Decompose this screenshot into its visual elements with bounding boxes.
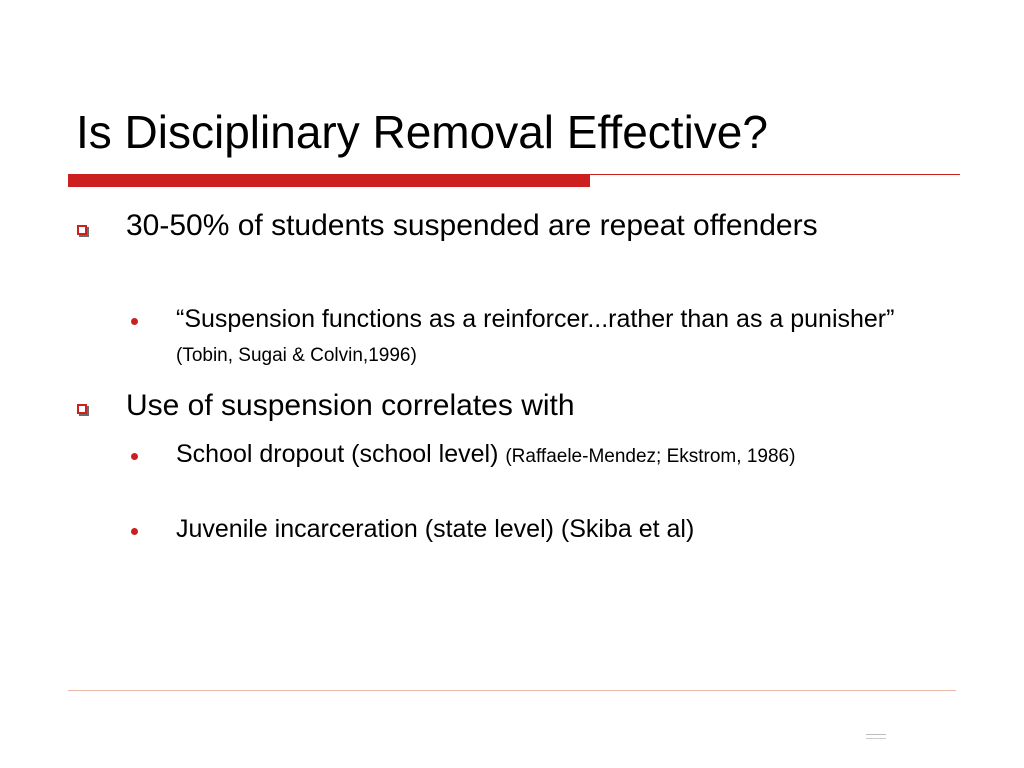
sub-bullet-item: [176, 437, 956, 474]
sub-bullet-item: [176, 512, 956, 549]
bullet-item: 30-50% of students suspended are repeat offenders: [126, 209, 818, 242]
title-underline: [68, 174, 960, 188]
citation: (Tobin, Sugai & Colvin,1996): [176, 345, 417, 366]
title-underline-thin: [590, 174, 960, 175]
sub-bullet-item: [176, 302, 956, 373]
slide-title: Is Disciplinary Removal Effective?: [76, 106, 768, 158]
sub-bullet-text: “Suspension functions as a reinforcer...rather than as a punisher”: [176, 305, 895, 333]
title-underline-thick: [68, 174, 590, 187]
dot-bullet-icon: [131, 318, 138, 325]
bullet-item: Use of suspension correlates with: [126, 389, 575, 422]
citation: (Raffaele-Mendez; Ekstrom, 1986): [505, 446, 796, 467]
dot-bullet-icon: [131, 453, 138, 460]
square-bullet-icon: [77, 225, 87, 235]
sub-bullet-text: School dropout (school level): [176, 440, 499, 468]
dot-bullet-icon: [131, 528, 138, 535]
sub-bullet-text: Juvenile incarceration (state level) (Skiba et al): [176, 515, 695, 543]
footer-divider: [68, 690, 956, 691]
footer-mark: [866, 734, 886, 739]
square-bullet-icon: [77, 404, 87, 414]
